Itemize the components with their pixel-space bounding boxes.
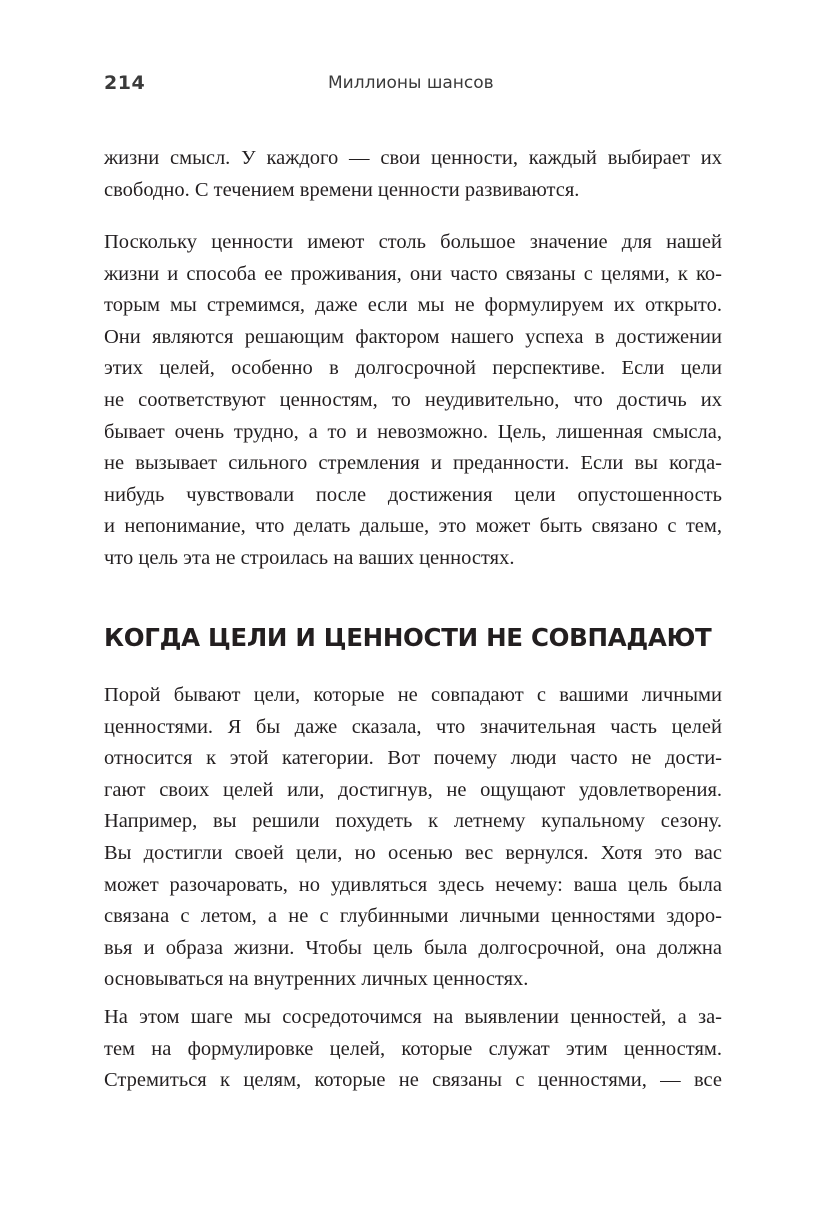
paragraph-line: Например, вы решили похудеть к летнему купальному сезону.	[104, 810, 722, 833]
paragraph-line: жизни и способа ее проживания, они часто связаны с целями, к ко-	[104, 262, 722, 285]
paragraph-line: Порой бывают цели, которые не совпадают с вашими личными	[104, 684, 722, 706]
paragraph-line: Они являются решающим фактором нашего успеха в достижении	[104, 325, 722, 348]
paragraph-line: гают своих целей или, достигнув, не ощущают удовлетворения.	[104, 778, 722, 801]
paragraph-line: основываться на внутренних личных ценностях.	[104, 968, 529, 991]
paragraph-line: торым мы стремимся, даже если мы не формулируем их открыто.	[104, 294, 722, 317]
paragraph-line: На этом шаге мы сосредоточимся на выявлении ценностей, а за-	[104, 1006, 722, 1028]
page-number: 214	[104, 72, 146, 94]
paragraph-line: что цель эта не строилась на ваших ценностях.	[104, 546, 515, 569]
paragraph-line: нибудь чувствовали после достижения цели опустошенность	[104, 483, 722, 506]
paragraph-line: ценностями. Я бы даже сказала, что значительная часть целей	[104, 715, 722, 738]
running-head	[104, 68, 724, 102]
paragraph-line: тем на формулировке целей, которые служат этим ценностям.	[104, 1037, 722, 1060]
paragraph-1	[104, 143, 722, 206]
paragraph-3	[104, 680, 722, 996]
paragraph-line: Стремиться к целям, которые не связаны с ценностями, — все	[104, 1069, 722, 1092]
paragraph-2	[104, 227, 722, 575]
paragraph-line: Вы достигли своей цели, но осенью вес вернулся. Хотя это вас	[104, 841, 722, 864]
paragraph-line: относится к этой категории. Вот почему люди часто не дости-	[104, 747, 722, 770]
paragraph-line: и непонимание, что делать дальше, это может быть связано с тем,	[104, 515, 722, 538]
paragraph-line: этих целей, особенно в долгосрочной перспективе. Если цели	[104, 357, 722, 380]
paragraph-line: связана с летом, а не с глубинными личными ценностями здоро-	[104, 905, 722, 928]
paragraph-line: не соответствуют ценностям, то неудивительно, что достичь их	[104, 388, 722, 411]
section-heading: КОГДА ЦЕЛИ И ЦЕННОСТИ НЕ СОВПАДАЮТ	[104, 623, 712, 652]
paragraph-line: бывает очень трудно, а то и невозможно. Цель, лишенная смысла,	[104, 420, 722, 443]
paragraph-line: свободно. С течением времени ценности развиваются.	[104, 178, 580, 201]
running-title: Миллионы шансов	[328, 73, 494, 93]
paragraph-line: жизни смысл. У каждого — свои ценности, каждый выбирает их	[104, 147, 722, 169]
paragraph-line: Поскольку ценности имеют столь большое значение для нашей	[104, 231, 722, 253]
paragraph-line: может разочаровать, но удивляться здесь нечему: ваша цель была	[104, 873, 722, 896]
paragraph-line: не вызывает сильного стремления и преданности. Если вы когда-	[104, 452, 722, 475]
paragraph-line: вья и образа жизни. Чтобы цель была долгосрочной, она должна	[104, 936, 722, 959]
paragraph-4	[104, 1002, 722, 1097]
